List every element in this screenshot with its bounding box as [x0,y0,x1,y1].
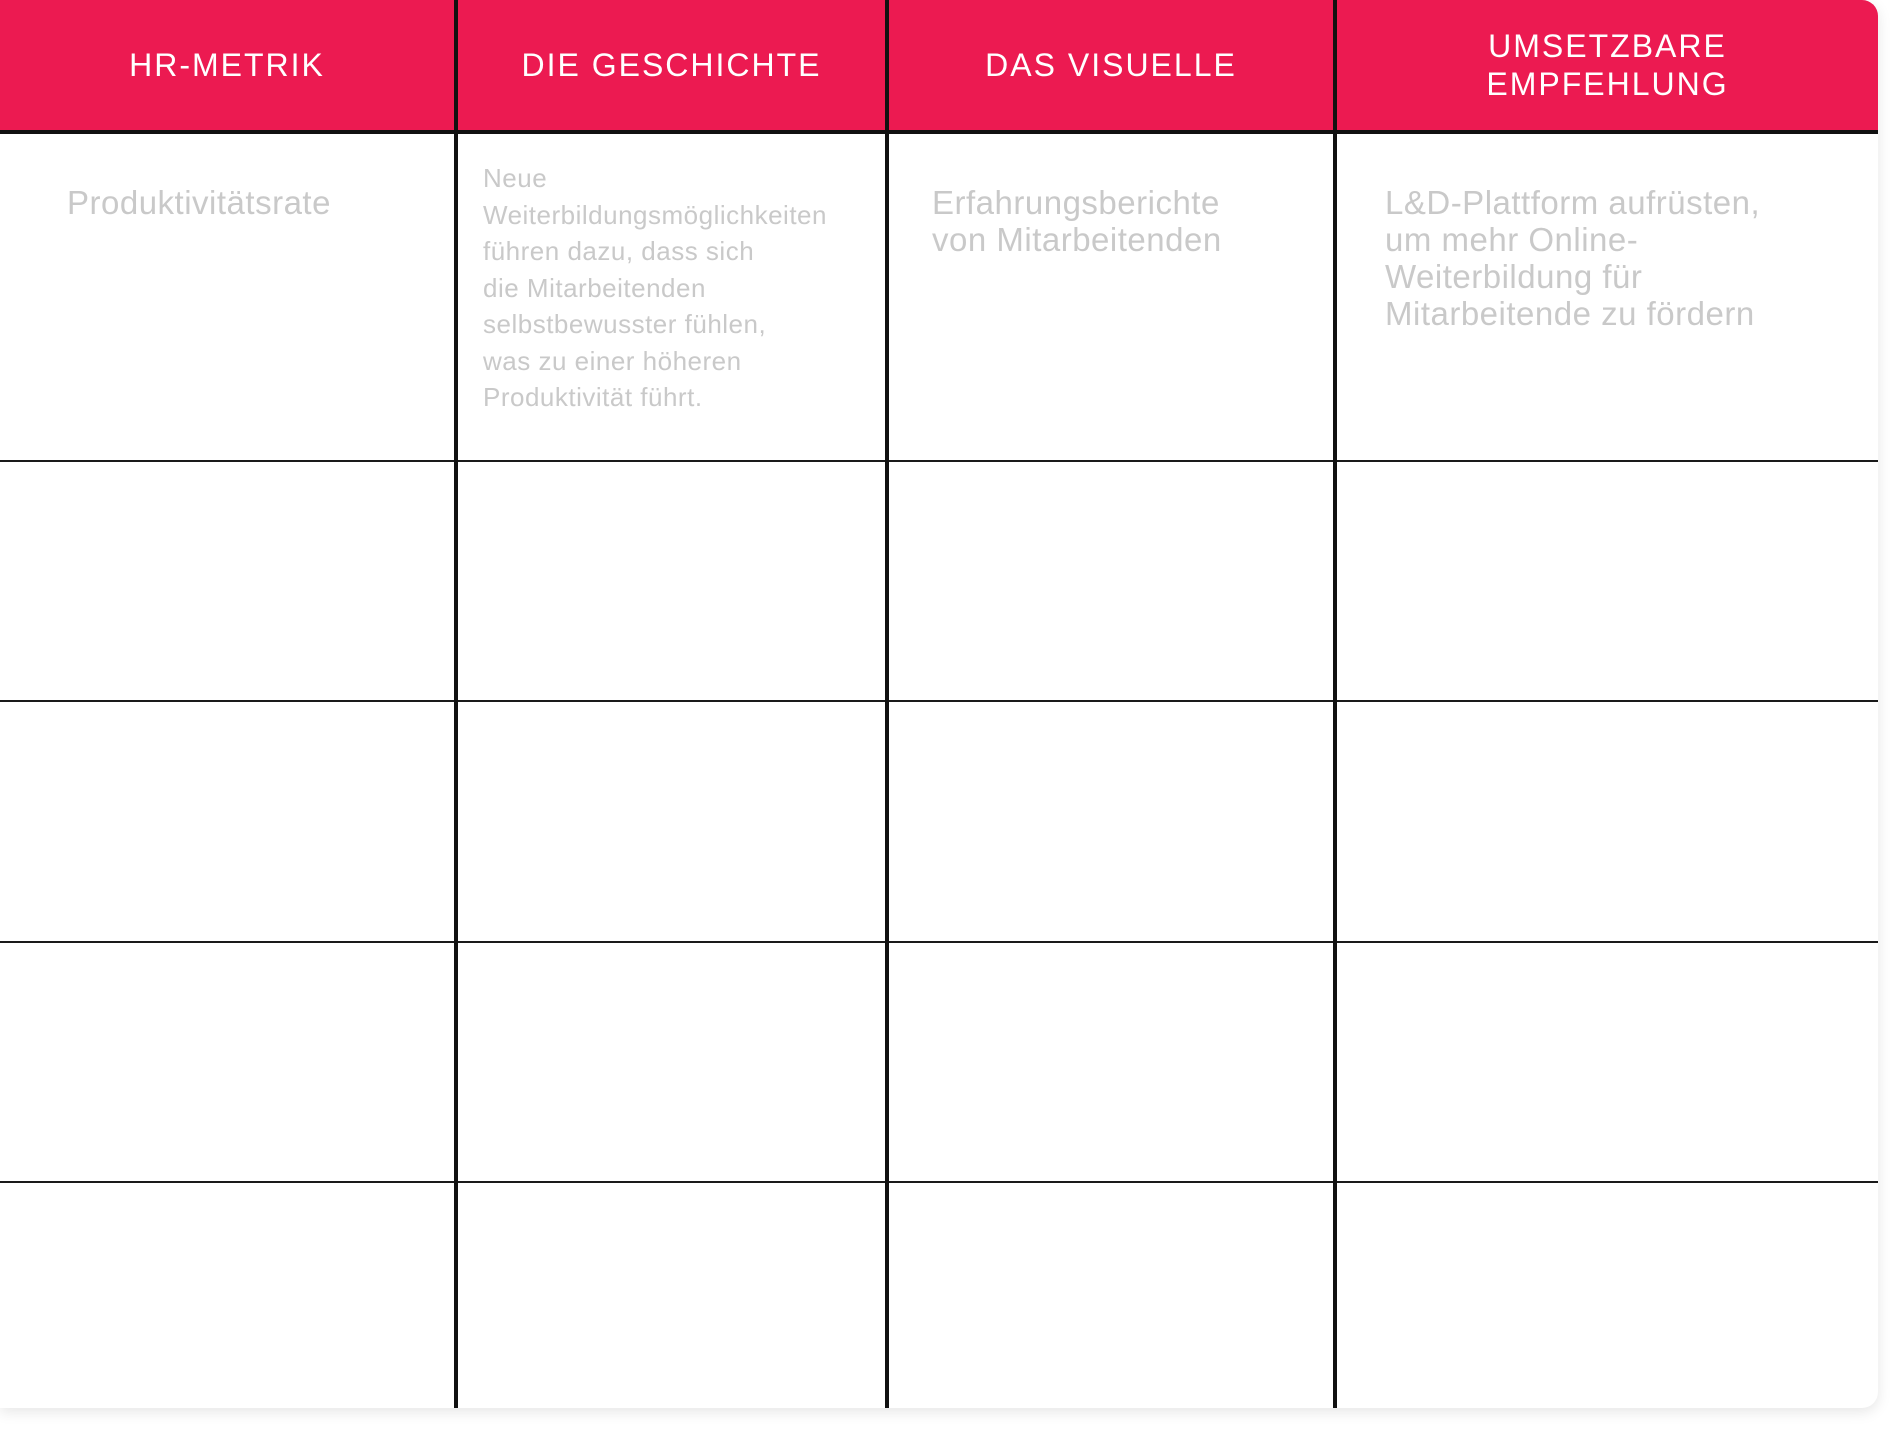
empty-row [0,701,1878,942]
empty-row [0,1182,1878,1408]
empty-cell-story[interactable] [456,701,887,942]
example-recommendation-text: L&D-Plattform aufrüsten, um mehr Online- Weiterbildung für Mitarbeitende zu fördern [1385,184,1761,332]
example-row [0,132,1878,461]
empty-row [0,461,1878,701]
empty-cell-visual[interactable] [887,701,1335,942]
empty-cell-story[interactable] [456,1182,887,1408]
header-visual: DAS VISUELLE [887,0,1335,132]
example-cell-hr-metric[interactable] [0,132,456,461]
example-hr-metric-text: Produktivitätsrate [67,184,331,221]
header-hr-metric: HR-METRIK [0,0,456,132]
empty-cell-story[interactable] [456,942,887,1182]
empty-cell-recommendation[interactable] [1335,701,1878,942]
example-cell-visual[interactable] [887,132,1335,461]
example-visual-text: Erfahrungsberichte von Mitarbeitenden [932,184,1222,258]
example-story-text: Neue Weiterbildungsmöglichkeiten führen dazu, dass sich die Mitarbeitenden selbstbewusster fühlen, was zu einer höheren Produktivität führt. [483,163,827,412]
empty-row [0,942,1878,1182]
empty-cell-visual[interactable] [887,942,1335,1182]
empty-cell-hr-metric[interactable] [0,1182,456,1408]
empty-cell-recommendation[interactable] [1335,942,1878,1182]
empty-cell-hr-metric[interactable] [0,461,456,701]
example-cell-story[interactable] [456,132,887,461]
empty-cell-recommendation[interactable] [1335,461,1878,701]
empty-cell-hr-metric[interactable] [0,942,456,1182]
empty-cell-visual[interactable] [887,461,1335,701]
empty-cell-visual[interactable] [887,1182,1335,1408]
empty-cell-recommendation[interactable] [1335,1182,1878,1408]
header-row [0,0,1878,132]
empty-cell-hr-metric[interactable] [0,701,456,942]
empty-cell-story[interactable] [456,461,887,701]
header-recommendation: UMSETZBARE EMPFEHLUNG [1335,0,1878,132]
example-cell-recommendation[interactable] [1335,132,1878,461]
header-story: DIE GESCHICHTE [456,0,887,132]
